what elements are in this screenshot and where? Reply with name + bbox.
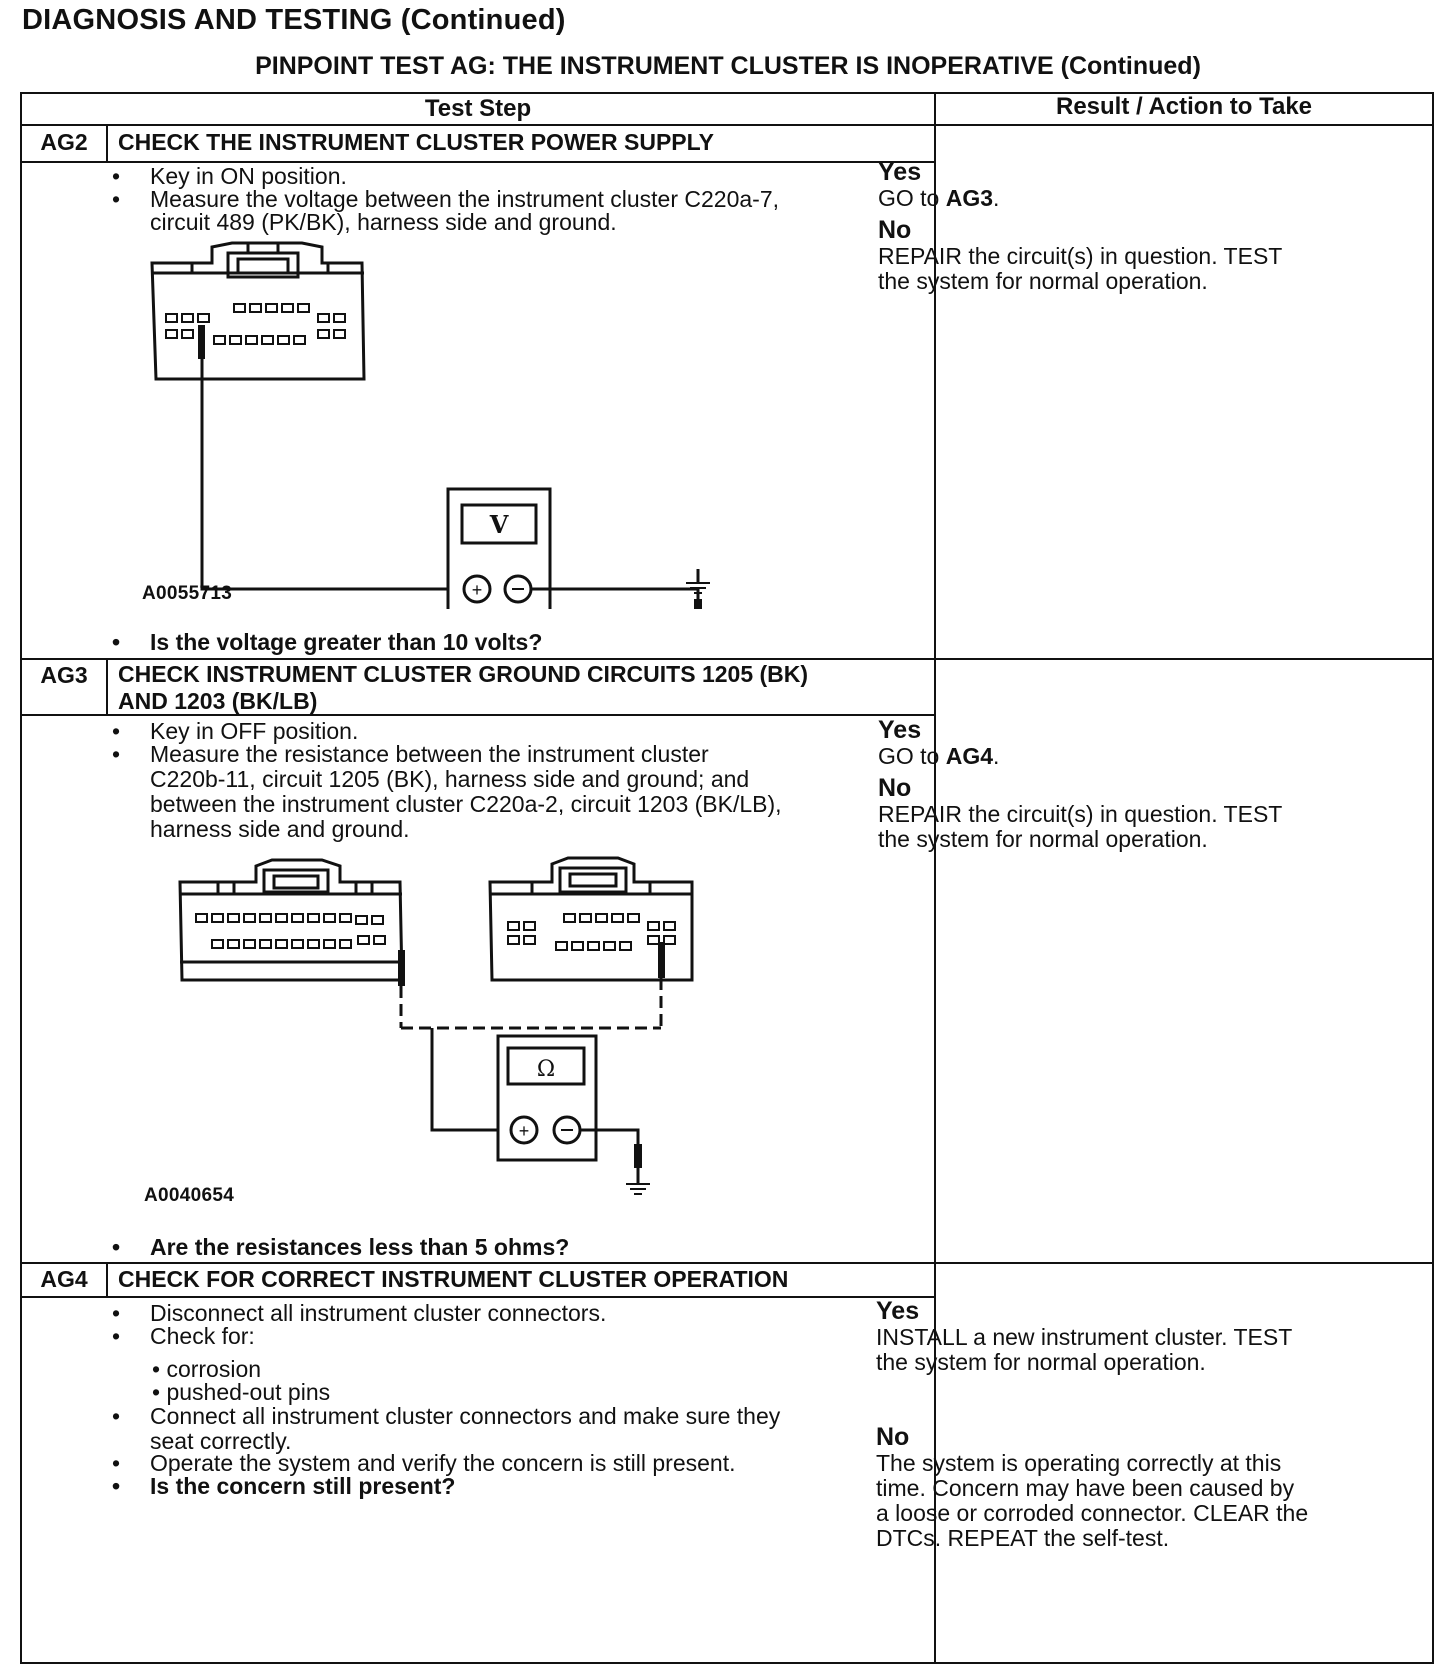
yes-action-line: INSTALL a new instrument cluster. TEST (876, 1324, 1293, 1350)
yes-action: GO to AG4. (878, 743, 1000, 769)
no-action-line: time. Concern may have been caused by (876, 1475, 1295, 1501)
step-id-divider (106, 1262, 108, 1297)
step-id-ag2: AG2 (40, 129, 88, 155)
result-ag4-yes (876, 1297, 1292, 1375)
svg-text:+: + (471, 580, 483, 600)
yes-label: Yes (878, 716, 922, 744)
pinpoint-test-table: Test Step Result / Action to Take AG2 CHECK THE INSTRUMENT CLUSTER POWER SUPPLY • Key in ON position. • Measure the voltage between the instrument cluster C220a-7, circuit 489 (PK/BK), harness side and ground. V + A0055713 • Is the voltage greater than 10 volts? Yes GO to AG3. No REPAIR the circuit(s) in question. TEST the system for normal operation. AG3 CHECK INSTRUMENT CLUSTER GROUND CIRCUITS 1205 (BK) AND 1203 (BK/LB) • Key in OFF position. • Measure the resistance between the instrument cluster C220b-11, circuit 1205 (BK), harness side and ground; and between the instrument cluster C220a-2, circuit 1203 (BK/LB), harness side and ground. Ω + A0040654 • Are the resistances less than 5 ohms? Yes GO to AG4. No REPAIR the circuit(s) in question. TEST the system for normal operation. AG4 CHECK FOR CORRECT INSTRUMENT CLUSTER OPERATION • Disconnect all instrument cluster connectors. • Check for: • corrosion • pushed-out pins • Connect all instrument cluster connectors and make sure they seat correctly. • Operate the system and verify the concern is still present. • Is the concern still present? Yes INSTALL a new instrument cluster. TEST the system for normal operation. No The system is operating correctly at this time. Concern may have been caused by a loose or corroded connector. CLEAR the DTCs. REPEAT the self-test. (20, 92, 1434, 1664)
page-title: DIAGNOSIS AND TESTING (Continued) (22, 4, 566, 36)
column-header-test-step: Test Step (424, 95, 532, 122)
row-rule-ag3 (22, 658, 1432, 660)
no-action-line: REPAIR the circuit(s) in question. TEST (878, 801, 1283, 827)
no-action-line: the system for normal operation. (878, 268, 1208, 294)
page-subtitle: PINPOINT TEST AG: THE INSTRUMENT CLUSTER IS INOPERATIVE (Continued) (255, 52, 1201, 80)
figure-id-ag3: A0040654 (144, 1185, 235, 1206)
step-id-ag3: AG3 (40, 662, 88, 688)
ground-icon (678, 569, 718, 609)
step-id-divider (106, 658, 108, 716)
ohmmeter-diagram (172, 854, 732, 1214)
step-title-ag3: CHECK INSTRUMENT CLUSTER GROUND CIRCUITS 1205 (BK) AND 1203 (BK/LB) (118, 661, 809, 714)
svg-text:+: + (518, 1121, 530, 1141)
result-ag3 (878, 716, 1282, 852)
figure-id-ag2: A0055713 (142, 583, 233, 604)
meter-symbol-ohm: Ω (536, 1057, 556, 1082)
no-label: No (878, 774, 912, 802)
step-title-ag2: CHECK THE INSTRUMENT CLUSTER POWER SUPPLY (118, 129, 714, 155)
header-rule (22, 124, 1432, 126)
column-header-result: Result / Action to Take (1055, 93, 1313, 120)
result-ag2 (878, 158, 1282, 294)
result-ag4-no (876, 1423, 1308, 1551)
no-label: No (878, 216, 912, 244)
no-action-line: The system is operating correctly at this (876, 1450, 1282, 1476)
no-action-line: a loose or corroded connector. CLEAR the (876, 1500, 1309, 1526)
voltmeter-diagram (132, 239, 732, 609)
yes-label: Yes (878, 158, 922, 186)
meter-symbol-v: V (489, 510, 509, 539)
no-action-line: the system for normal operation. (878, 826, 1208, 852)
step-title-rule (22, 1296, 934, 1298)
step-title-ag4: CHECK FOR CORRECT INSTRUMENT CLUSTER OPERATION (118, 1266, 789, 1292)
row-rule-ag4 (22, 1262, 1432, 1264)
step-id-ag4: AG4 (40, 1266, 88, 1292)
no-label: No (876, 1423, 910, 1451)
yes-action-line: the system for normal operation. (876, 1349, 1206, 1375)
yes-label: Yes (876, 1297, 920, 1325)
yes-action: GO to AG3. (878, 185, 1000, 211)
no-action-line: REPAIR the circuit(s) in question. TEST (878, 243, 1283, 269)
step-id-divider (106, 126, 108, 161)
no-action-line: DTCs. REPEAT the self-test. (876, 1525, 1170, 1551)
